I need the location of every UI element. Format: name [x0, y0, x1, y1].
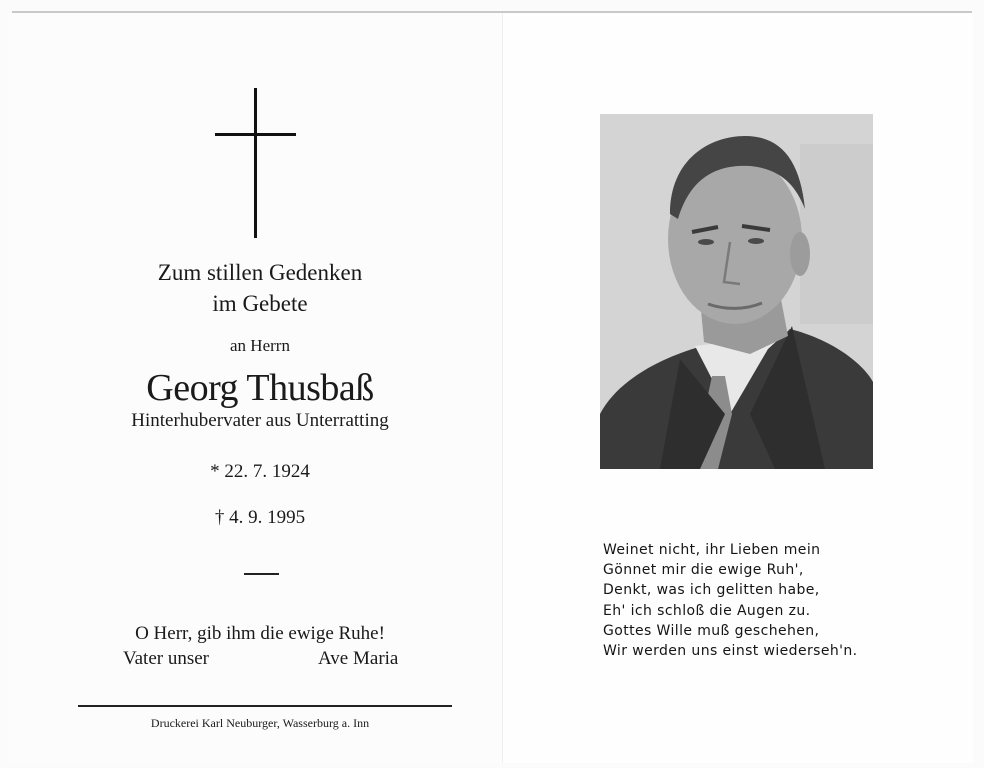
separator-dash [244, 573, 279, 575]
poem-line: Gottes Wille muß geschehen, [603, 622, 820, 639]
poem-line: Gönnet mir die ewige Ruh', [603, 562, 804, 579]
cross-vertical-bar [254, 88, 257, 238]
cross-horizontal-bar [215, 133, 296, 136]
poem-line: Eh' ich schloß die Augen zu. [603, 602, 811, 619]
poem-line: Weinet nicht, ihr Lieben mein [603, 542, 821, 558]
deceased-name: Georg Thusbaß [146, 367, 374, 409]
footer-rule [78, 705, 452, 707]
salutation: an Herrn [230, 336, 290, 355]
poem-verse [603, 540, 858, 661]
death-date: † 4. 9. 1995 [214, 507, 306, 528]
prayer-ave-maria: Ave Maria [318, 648, 399, 669]
poem-line: Denkt, was ich gelitten habe, [603, 582, 820, 599]
portrait-photo [600, 114, 873, 469]
poem-line: Wir werden uns einst wiederseh'n. [603, 642, 858, 659]
prayer-vater-unser: Vater unser [123, 648, 209, 669]
prayer-line: O Herr, gib ihm die ewige Ruhe! [135, 623, 385, 644]
memorial-heading-line2: im Gebete [212, 291, 308, 316]
memorial-heading: Zum stillen Gedenken [157, 260, 363, 285]
printer-credit: Druckerei Karl Neuburger, Wasserburg a. Inn [150, 716, 370, 730]
deceased-title: Hinterhubervater aus Unterratting [131, 410, 389, 431]
birth-date: * 22. 7. 1924 [210, 461, 310, 482]
portrait-photo-icon [600, 114, 873, 469]
